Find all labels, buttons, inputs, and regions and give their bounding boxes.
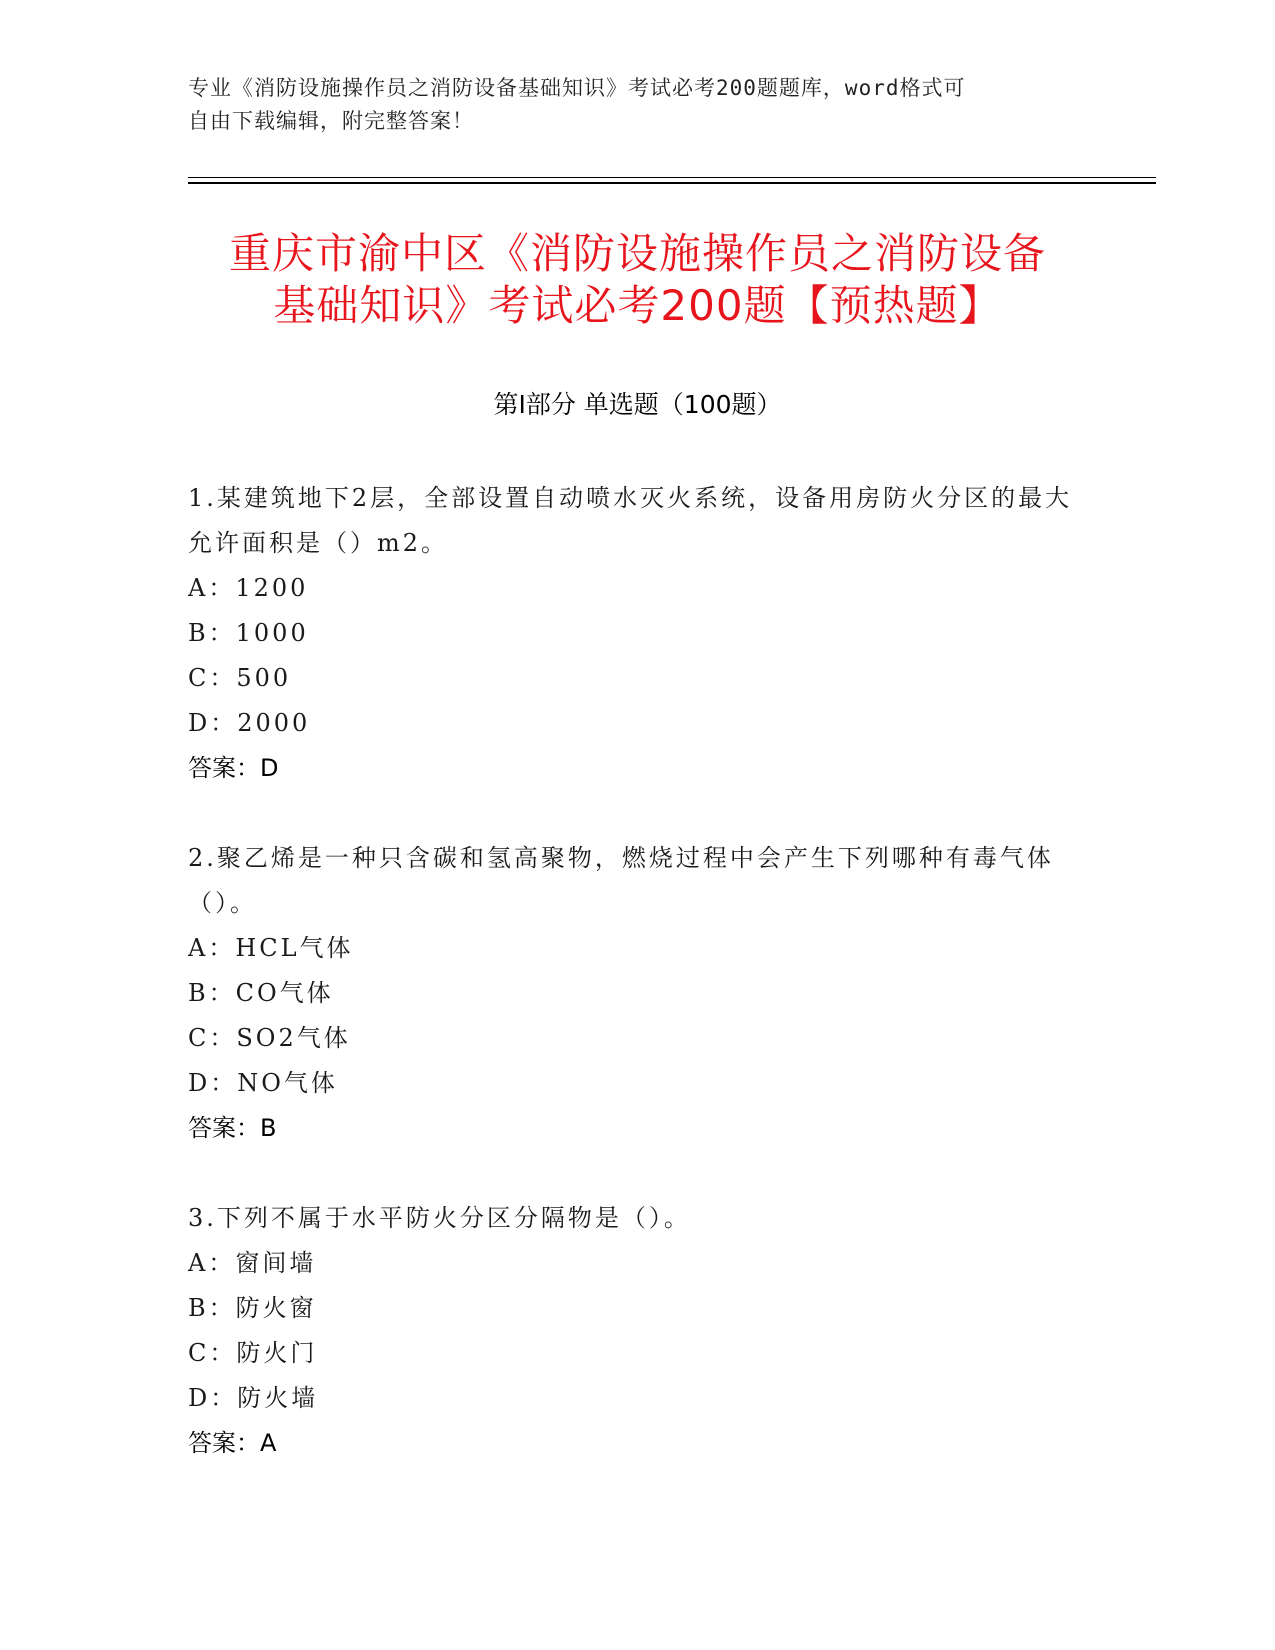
section-title: 第I部分 单选题（100题） [493, 390, 782, 419]
header-note-line-2: 自由下载编辑，附完整答案！ [188, 109, 474, 133]
option-a: A：HCL气体 [188, 934, 354, 962]
option-d: D：防火墙 [188, 1384, 319, 1412]
header-divider-thin [188, 177, 1156, 178]
header-note [188, 72, 1088, 138]
question-3 [188, 1196, 1088, 1466]
answer: 答案：B [188, 1114, 277, 1142]
question-2 [188, 836, 1088, 1151]
option-c: C：防火门 [188, 1339, 318, 1367]
option-b: B：CO气体 [188, 979, 334, 1007]
question-stem: 2.聚乙烯是一种只含碳和氢高聚物，燃烧过程中会产生下列哪种有毒气体（）。 [188, 844, 1054, 917]
option-a: A：1200 [188, 574, 309, 602]
question-stem: 3.下列不属于水平防火分区分隔物是（）。 [188, 1204, 691, 1232]
answer: 答案：A [188, 1429, 277, 1457]
option-c: C：SO2气体 [188, 1024, 351, 1052]
question-1 [188, 476, 1088, 791]
header-note-line-1: 专业《消防设施操作员之消防设备基础知识》考试必考200题题库，word格式可 [188, 76, 966, 100]
header-divider-thick [188, 182, 1156, 184]
answer: 答案：D [188, 754, 279, 782]
document-title-line-2: 基础知识》考试必考200题【预热题】 [273, 281, 1002, 330]
option-b: B：防火窗 [188, 1294, 317, 1322]
question-stem: 1.某建筑地下2层，全部设置自动喷水灭火系统，设备用房防火分区的最大允许面积是（）m2。 [188, 484, 1073, 557]
option-a: A：窗间墙 [188, 1249, 317, 1277]
option-d: D：NO气体 [188, 1069, 338, 1097]
option-c: C：500 [188, 664, 292, 692]
document-title-line-1: 重庆市渝中区《消防设施操作员之消防设备 [228, 229, 1046, 278]
option-d: D：2000 [188, 709, 311, 737]
document-title [100, 228, 1175, 332]
option-b: B：1000 [188, 619, 309, 647]
question-list [188, 476, 1088, 1511]
